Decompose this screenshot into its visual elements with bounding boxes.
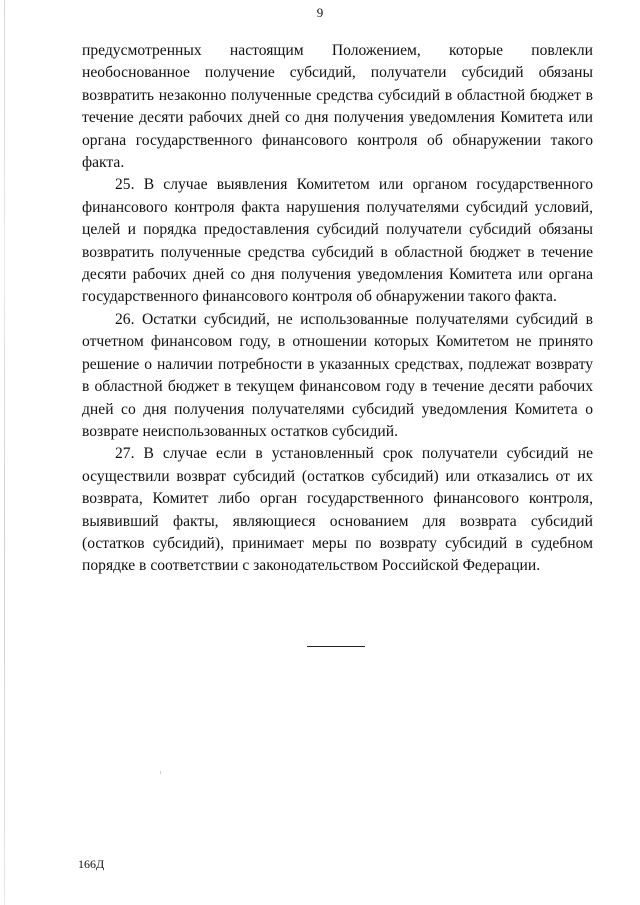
document-body bbox=[82, 40, 593, 578]
scan-speck bbox=[160, 771, 161, 774]
scan-edge bbox=[4, 0, 5, 905]
end-separator-line bbox=[307, 646, 365, 647]
paragraph-27: 27. В случае если в установленный срок получатели субсидий не осуществили возврат субсидий (остатков субсидий) или отказались от их возврата, Комитет либо орган государственного финансового контроля, выявивший факты, являющиеся основанием для возврата субсидий (остатков субсидий), принимает меры по возврату субсидий в судебном порядке в соответствии с законодательством Российской Федерации. bbox=[82, 445, 593, 575]
footer-document-code: 166Д bbox=[78, 857, 105, 871]
page-number: 9 bbox=[316, 5, 324, 20]
paragraph-25: 25. В случае выявления Комитетом или органом государственного финансового контроля факта нарушения получателями субсидий условий, целей и порядка предоставления субсидий получатели субсидий обязаны возвратить полученные средства субсидий в областной бюджет в течение десяти рабочих дней со дня получения уведомления Комитета или органа государственного финансового контроля об обнаружении такого факта. bbox=[82, 176, 593, 306]
paragraph-26: 26. Остатки субсидий, не использованные получателями субсидий в отчетном финансовом году, в отношении которых Комитетом не принято решение о наличии потребности в указанных средствах, подлежат возврату в областной бюджет в текущем финансовом году в течение десяти рабочих дней со дня получения получателями субсидий уведомления Комитета о возврате неиспользованных остатков субсидий. bbox=[82, 310, 593, 440]
paragraph-continuation: предусмотренных настоящим Положением, которые повлекли необоснованное получение субсидий, получатели субсидий обязаны возвратить незаконно полученные средства субсидий в областной бюджет в течение десяти рабочих дней со дня получения уведомления Комитета или органа государственного финансового контроля об обнаружении такого факта. bbox=[82, 42, 593, 172]
